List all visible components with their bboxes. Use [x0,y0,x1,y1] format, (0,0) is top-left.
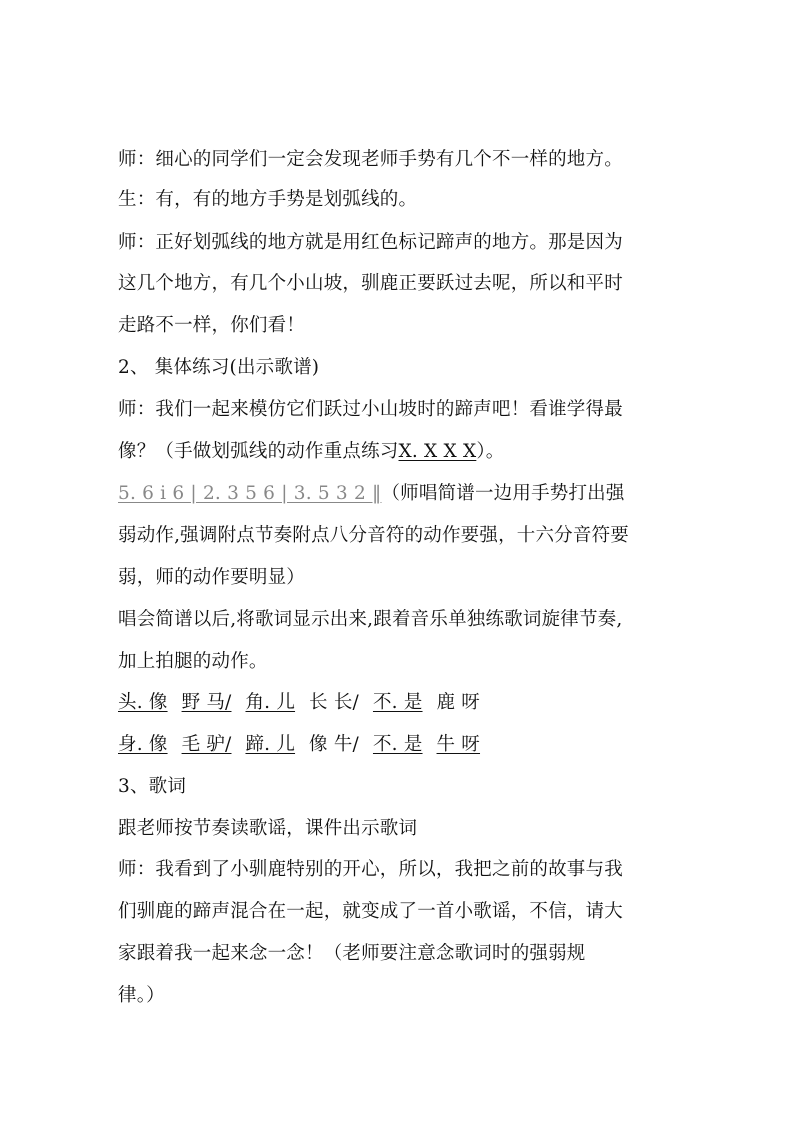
lyric-segment: 长 长/ [309,692,359,713]
lyric-segment: 牛 呀 [436,734,481,755]
paragraph-line: 师：正好划弧线的地方就是用红色标记蹄声的地方。那是因为 [118,232,623,253]
paragraph-line: 弱，师的动作要明显） [118,567,306,588]
section-heading: 2、 集体练习(出示歌谱) [118,357,320,378]
lyric-segment: 鹿 呀 [436,692,481,713]
lyric-segment: 毛 驴/ [181,734,232,755]
lyric-line-2 [118,732,494,758]
paragraph-line: 这几个地方，有几个小山坡，驯鹿正要跃过去呢，所以和平时 [118,273,623,294]
lyric-line-1 [118,690,494,716]
paragraph-line: 师：我看到了小驯鹿特别的开心，所以，我把之前的故事与我 [118,859,623,880]
lyric-segment: 身. 像 [118,734,168,755]
paragraph-line: 生：有，有的地方手势是划弧线的。 [118,189,418,210]
numbered-notation: 5. 6 i 6 | 2. 3 5 6 | 3. 5 3 2 ‖ [118,483,382,504]
lyric-segment: 角. 儿 [245,692,296,713]
paragraph-line: 们驯鹿的蹄声混合在一起，就变成了一首小歌谣，不信，请大 [118,901,623,922]
lyric-segment: 蹄. 儿 [245,734,296,755]
paragraph-line: 弱动作,强调附点节奏附点八分音符的动作要强，十六分音符要 [118,525,629,546]
paragraph-line: 师：我们一起来模仿它们跃过小山坡时的蹄声吧！看谁学得最 [118,399,623,420]
paragraph-line: 唱会简谱以后,将歌词显示出来,跟着音乐单独练歌词旋律节奏, [118,609,623,630]
rhythm-pattern: X. X X X [398,441,477,462]
paragraph-line: 跟老师按节奏读歌谣，课件出示歌词 [118,818,418,839]
section-heading: 3、歌词 [118,776,187,797]
lyric-segment: 像 牛/ [309,734,359,755]
rhythm-suffix: ）。 [476,441,505,462]
notation-line [118,481,625,507]
lyric-segment: 头. 像 [118,692,168,713]
paragraph-line: 师：细心的同学们一定会发现老师手势有几个不一样的地方。 [118,149,623,170]
notation-instruction: （师唱简谱一边用手势打出强 [381,483,625,504]
lyric-segment: 不. 是 [372,692,423,713]
lyric-segment: 野 马/ [181,692,232,713]
lyric-segment: 不. 是 [372,734,423,755]
paragraph-line: 走路不一样，你们看！ [118,315,306,336]
paragraph-line: 加上拍腿的动作。 [118,651,268,672]
paragraph-line: 律。） [118,985,165,1006]
rhythm-prefix: 像？（手做划弧线的动作重点练习 [118,441,399,462]
paragraph-line: 家跟着我一起来念一念！（老师要注意念歌词时的强弱规 [118,943,586,964]
rhythm-practice-line [118,439,504,465]
